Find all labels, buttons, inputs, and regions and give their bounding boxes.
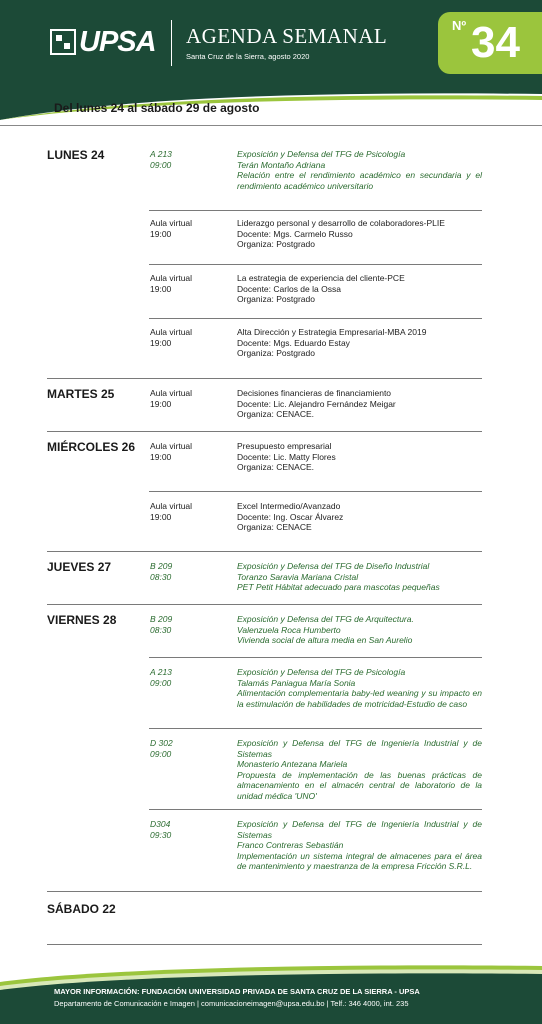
- footer: [0, 962, 542, 1024]
- event-divider: [149, 728, 482, 729]
- event-description: Alta Dirección y Estrategia Empresarial-MBA 2019 Docente: Mgs. Eduardo Estay Organiza: Postgrado: [237, 327, 427, 358]
- event-description: Exposición y Defensa del TFG de Ingeniería Industrial y de Sistemas Monasterio Antezana Mariela Propuesta de implementación de las buenas prácticas de almacenamiento en el almacén central de laboratorio de la unidad médica 'UNO': [237, 738, 482, 801]
- day-martes: MARTES 25: [47, 387, 115, 401]
- event-description: Exposición y Defensa del TFG de Psicología Talamás Paniagua María Sonia Alimentación complementaria baby-led weaning y su impacto en la estimulación de habilidades de motricidad-Estudio de caso: [237, 667, 482, 709]
- page-title: AGENDA SEMANAL: [186, 24, 388, 48]
- event-location: Aula virtual 19:00: [150, 327, 193, 348]
- logo-text: UPSA: [79, 25, 156, 58]
- event-location: Aula virtual 19:00: [150, 218, 193, 239]
- page-subtitle: Santa Cruz de la Sierra, agosto 2020: [186, 52, 310, 61]
- upsa-logo-icon: [50, 29, 76, 55]
- day-divider: [47, 378, 482, 379]
- event-divider: [149, 491, 482, 492]
- upsa-logo: [50, 22, 156, 62]
- event-description: Exposición y Defensa del TFG de Psicología Terán Montaño Adriana Relación entre el rendimiento académico en secundaria y el rendimiento académico universitario: [237, 149, 482, 191]
- event-location: D304 09:30: [150, 819, 172, 840]
- event-location: Aula virtual 19:00: [150, 441, 193, 462]
- event-description: Exposición y Defensa del TFG de Diseño Industrial Toranzo Saravia Mariana Cristal PET Petit Hábitat adecuado para mascotas pequeñas: [237, 561, 440, 592]
- day-lunes: LUNES 24: [47, 148, 105, 162]
- date-range: Del lunes 24 al sábado 29 de agosto: [54, 101, 260, 115]
- event-description: Liderazgo personal y desarrollo de colaboradores-PLIE Docente: Mgs. Carmelo Russo Organiza: Postgrado: [237, 218, 445, 249]
- issue-number-badge: [438, 12, 542, 74]
- event-location: B 209 08:30: [150, 614, 173, 635]
- day-divider: [47, 604, 482, 605]
- issue-number-label: Nº: [452, 18, 467, 33]
- day-divider: [47, 431, 482, 432]
- day-viernes: VIERNES 28: [47, 613, 117, 627]
- range-divider: [0, 125, 542, 126]
- header-divider: [171, 20, 172, 66]
- event-location: D 302 09:00: [150, 738, 173, 759]
- header-banner: [0, 0, 542, 92]
- event-description: Exposición y Defensa del TFG de Ingeniería Industrial y de Sistemas Franco Contreras Sebastián Implementación un sistema integral de almacenes para el área de mantenimiento y maestranza de la empresa Fricción S.R.L.: [237, 819, 482, 871]
- day-divider: [47, 891, 482, 892]
- event-description: Presupuesto empresarial Docente: Lic. Matty Flores Organiza: CENACE.: [237, 441, 336, 472]
- event-location: B 209 08:30: [150, 561, 173, 582]
- event-location: Aula virtual 19:00: [150, 273, 193, 294]
- event-divider: [149, 809, 482, 810]
- footer-contact: Departamento de Comunicación e Imagen | comunicacioneimagen@upsa.edu.bo | Telf.: 346 4000, int. 235: [54, 999, 409, 1008]
- event-location: A 213 09:00: [150, 667, 172, 688]
- event-location: Aula virtual 19:00: [150, 388, 193, 409]
- event-divider: [149, 210, 482, 211]
- event-description: La estrategia de experiencia del cliente-PCE Docente: Carlos de la Ossa Organiza: Postgrado: [237, 273, 405, 304]
- issue-number: 34: [471, 18, 520, 67]
- day-divider: [47, 551, 482, 552]
- event-divider: [149, 264, 482, 265]
- footer-info: MAYOR INFORMACIÓN: FUNDACIÓN UNIVERSIDAD PRIVADA DE SANTA CRUZ DE LA SIERRA - UPSA: [54, 987, 420, 996]
- event-description: Decisiones financieras de financiamiento Docente: Lic. Alejandro Fernández Meigar Organiza: CENACE.: [237, 388, 396, 419]
- event-divider: [149, 657, 482, 658]
- day-divider: [47, 944, 482, 945]
- event-divider: [149, 318, 482, 319]
- day-sabado: SÁBADO 22: [47, 902, 116, 916]
- day-jueves: JUEVES 27: [47, 560, 112, 574]
- event-location: A 213 09:00: [150, 149, 172, 170]
- event-description: Excel Intermedio/Avanzado Docente: Ing. Oscar Álvarez Organiza: CENACE: [237, 501, 344, 532]
- event-description: Exposición y Defensa del TFG de Arquitectura. Valenzuela Roca Humberto Vivienda social de altura media en San Aurelio: [237, 614, 414, 645]
- event-location: Aula virtual 19:00: [150, 501, 193, 522]
- day-miercoles: MIÉRCOLES 26: [47, 440, 136, 454]
